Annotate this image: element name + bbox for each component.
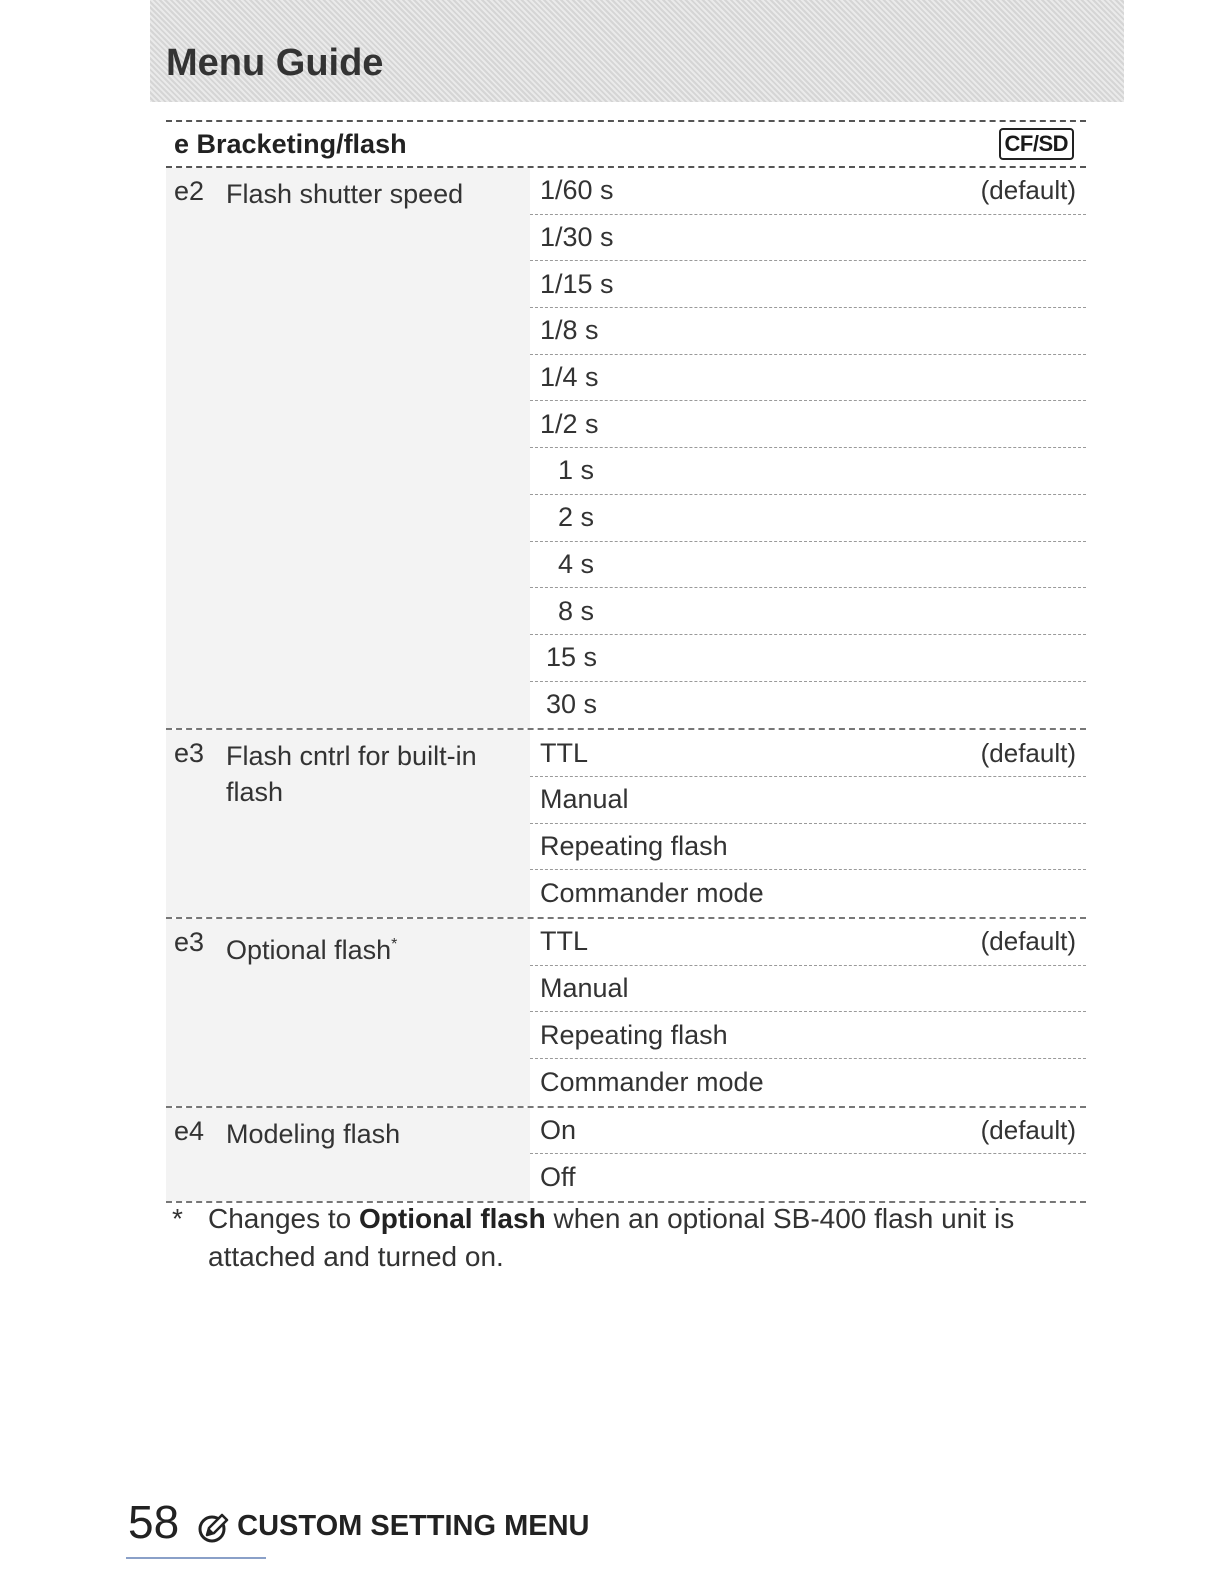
option-value: 8 s (558, 595, 595, 626)
setting-name-text: Modeling flash (226, 1118, 401, 1149)
option-value: Repeating flash (540, 830, 728, 861)
default-label: (default) (980, 1115, 1076, 1146)
option-value: Commander mode (540, 878, 764, 909)
setting-section (166, 919, 1086, 1108)
option-value: TTL (540, 737, 589, 768)
footer-rule (126, 1557, 266, 1559)
footnote-suffix: when an optional SB-400 flash unit is attached and turned on. (208, 1203, 1015, 1272)
setting-cell (166, 168, 530, 728)
pencil-icon (197, 1510, 231, 1544)
default-label: (default) (980, 175, 1076, 206)
setting-name-text: Flash cntrl for built-in flash (226, 741, 477, 808)
option-value: On (540, 1115, 577, 1146)
option-list (530, 1108, 1086, 1201)
setting-code: e4 (174, 1115, 205, 1146)
option-row (530, 1059, 1086, 1106)
footnote-prefix: Changes to (208, 1203, 359, 1234)
page-title: Menu Guide (166, 42, 384, 84)
option-value: Manual (540, 784, 629, 815)
setting-name (226, 927, 496, 968)
option-value: 1/4 s (540, 362, 599, 393)
table-title: e Bracketing/flash (174, 128, 407, 159)
setting-section (166, 168, 1086, 730)
setting-section (166, 1108, 1086, 1203)
option-row (530, 215, 1086, 262)
setting-cell (166, 730, 530, 917)
option-value: 1/15 s (540, 268, 614, 299)
table-body (166, 168, 1086, 1203)
option-list (530, 730, 1086, 917)
menu-table (166, 120, 1086, 1203)
option-value: Manual (540, 973, 629, 1004)
option-value: 1 s (558, 455, 595, 486)
option-row (530, 824, 1086, 871)
option-row (530, 870, 1086, 917)
option-row (530, 1154, 1086, 1201)
option-row (530, 401, 1086, 448)
footnote-text (208, 1200, 1082, 1276)
option-row (530, 682, 1086, 729)
option-row (530, 1012, 1086, 1059)
page-footer (128, 1495, 589, 1549)
setting-cell (166, 1108, 530, 1201)
option-value: 30 s (546, 689, 598, 720)
option-row (530, 588, 1086, 635)
option-value: 1/2 s (540, 408, 599, 439)
option-row (530, 168, 1086, 215)
option-value: 4 s (558, 548, 595, 579)
option-value: TTL (540, 926, 589, 957)
option-list (530, 168, 1086, 728)
option-list (530, 919, 1086, 1106)
option-row (530, 495, 1086, 542)
option-row (530, 448, 1086, 495)
option-row (530, 355, 1086, 402)
option-row (530, 919, 1086, 966)
option-row (530, 635, 1086, 682)
setting-name (226, 176, 496, 212)
footnote-reference: * (391, 936, 398, 953)
option-row (530, 777, 1086, 824)
option-value: 1/30 s (540, 222, 614, 253)
option-row (530, 261, 1086, 308)
setting-code: e2 (174, 176, 205, 206)
page-number: 58 (128, 1496, 180, 1548)
default-label: (default) (980, 737, 1076, 768)
default-label: (default) (980, 926, 1076, 957)
option-value: Off (540, 1162, 576, 1193)
option-value: 2 s (558, 502, 595, 533)
option-row (530, 542, 1086, 589)
option-value: Repeating flash (540, 1019, 728, 1050)
option-row (530, 1108, 1086, 1155)
table-header (166, 120, 1086, 168)
footer-section-name: CUSTOM SETTING MENU (237, 1509, 590, 1542)
option-value: Commander mode (540, 1066, 764, 1097)
option-value: 1/8 s (540, 315, 599, 346)
footnote (172, 1200, 1082, 1276)
setting-name-text: Flash shutter speed (226, 179, 464, 209)
option-row (530, 730, 1086, 777)
footnote-mark: * (172, 1203, 183, 1234)
option-row (530, 308, 1086, 355)
option-value: 15 s (546, 642, 598, 673)
setting-code: e3 (174, 738, 205, 769)
setting-name (226, 738, 496, 810)
cf-sd-badge-icon: CF/SD (999, 128, 1075, 160)
header-banner (150, 0, 1124, 102)
setting-code: e3 (174, 927, 205, 957)
option-value: 1/60 s (540, 175, 614, 206)
option-row (530, 966, 1086, 1013)
setting-section (166, 730, 1086, 919)
setting-name-text: Optional flash (226, 935, 392, 965)
footnote-bold: Optional flash (359, 1203, 546, 1234)
setting-cell (166, 919, 530, 1106)
setting-name (226, 1116, 496, 1152)
